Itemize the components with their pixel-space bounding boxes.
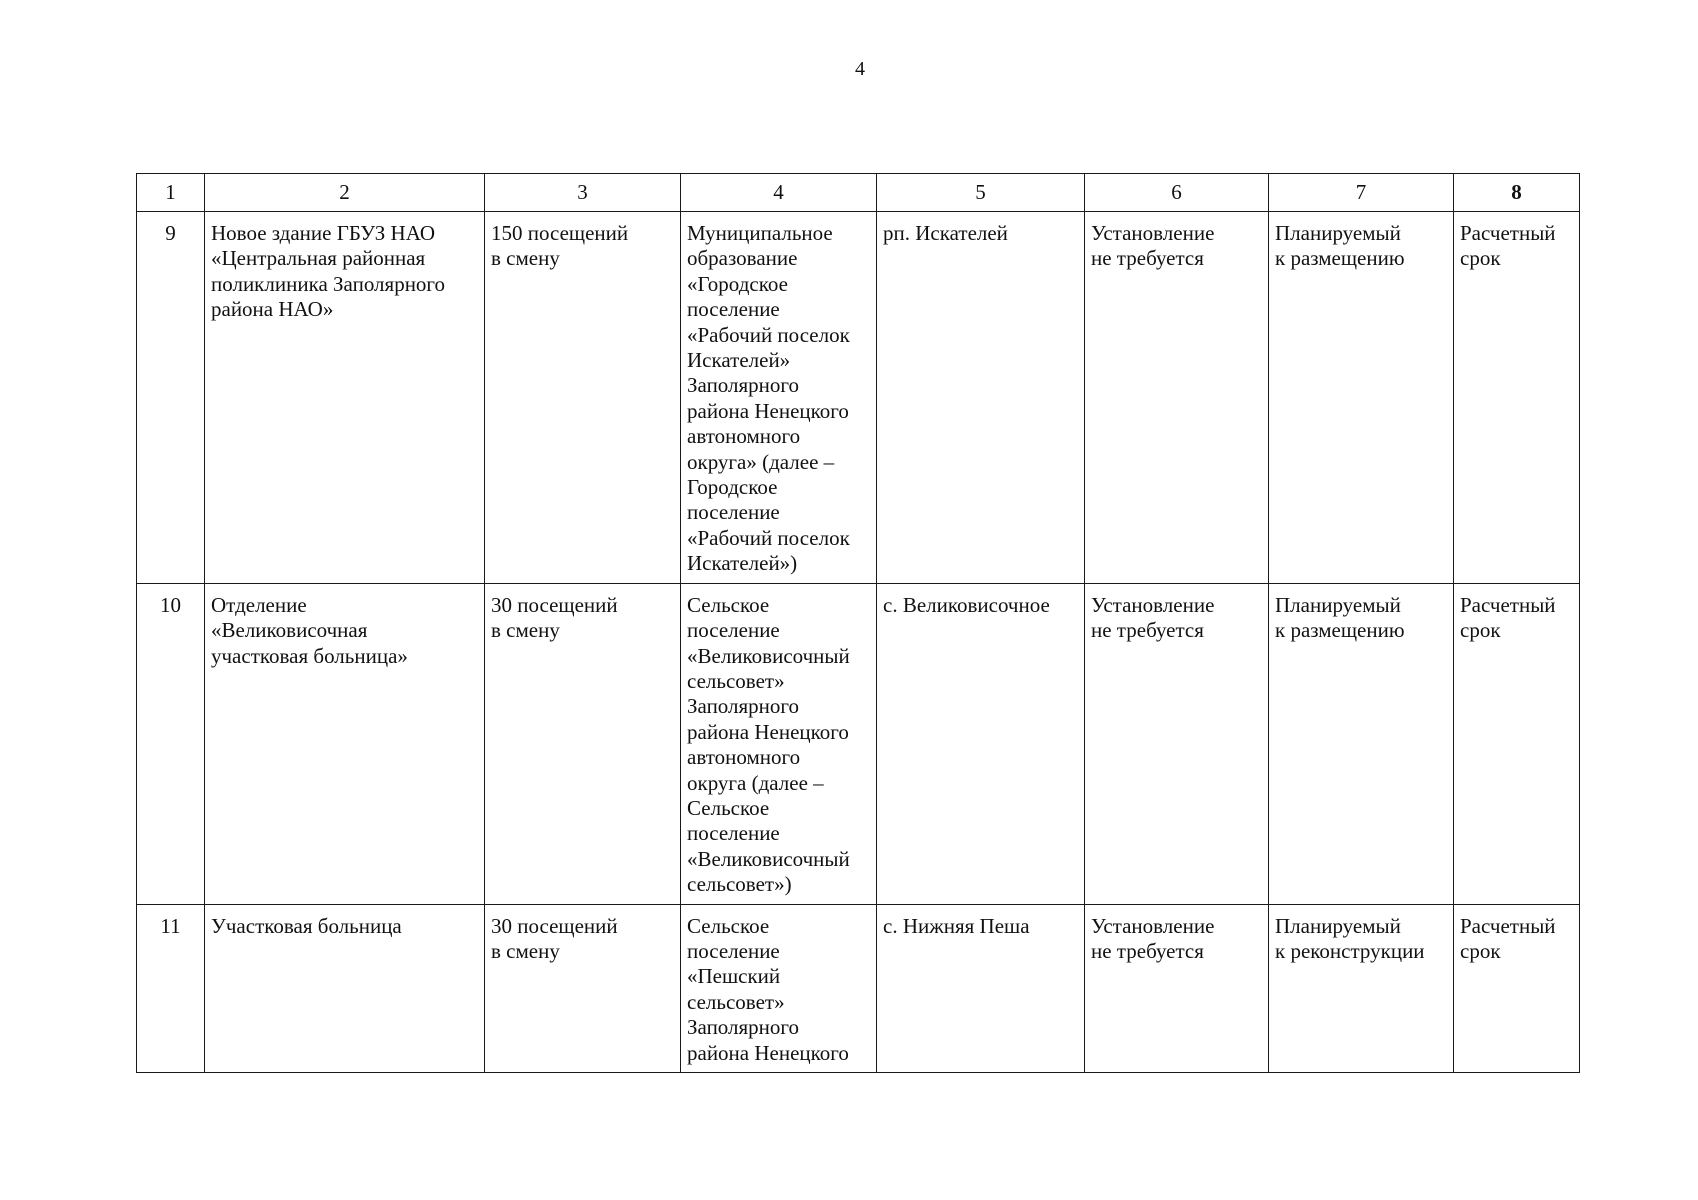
facilities-table (136, 173, 1580, 1073)
header-cell-3: 3 (485, 174, 681, 212)
table-header-row (137, 174, 1580, 212)
planning-status: Планируемый к реконструкции (1269, 904, 1454, 1072)
facility-name: Участковая больница (205, 904, 485, 1072)
header-cell-7: 7 (1269, 174, 1454, 212)
municipality: Сельское поселение «Пешский сельсовет» Заполярного района Ненецкого (681, 904, 877, 1072)
header-cell-8: 8 (1454, 174, 1580, 212)
page-number: 4 (855, 58, 865, 80)
zone-requirement: Установление не требуется (1085, 212, 1269, 584)
facility-name: Отделение «Великовисочная участковая больница» (205, 583, 485, 904)
zone-requirement: Установление не требуется (1085, 904, 1269, 1072)
location: с. Великовисочное (877, 583, 1085, 904)
header-cell-2: 2 (205, 174, 485, 212)
facility-capacity: 150 посещений в смену (485, 212, 681, 584)
location: рп. Искателей (877, 212, 1085, 584)
facility-capacity: 30 посещений в смену (485, 904, 681, 1072)
table-row (137, 583, 1580, 904)
municipality: Сельское поселение «Великовисочный сельсовет» Заполярного района Ненецкого автономного округа (далее – Сельское поселение «Великовисочный сельсовет») (681, 583, 877, 904)
implementation-term: Расчетный срок (1454, 212, 1580, 584)
header-cell-1: 1 (137, 174, 205, 212)
implementation-term: Расчетный срок (1454, 583, 1580, 904)
municipality: Муниципальное образование «Городское поселение «Рабочий поселок Искателей» Заполярного района Ненецкого автономного округа» (далее – Городское поселение «Рабочий поселок Искателей») (681, 212, 877, 584)
implementation-term: Расчетный срок (1454, 904, 1580, 1072)
planning-status: Планируемый к размещению (1269, 583, 1454, 904)
facility-capacity: 30 посещений в смену (485, 583, 681, 904)
planning-status: Планируемый к размещению (1269, 212, 1454, 584)
row-number: 9 (137, 212, 205, 584)
zone-requirement: Установление не требуется (1085, 583, 1269, 904)
row-number: 10 (137, 583, 205, 904)
header-cell-5: 5 (877, 174, 1085, 212)
header-cell-4: 4 (681, 174, 877, 212)
location: с. Нижняя Пеша (877, 904, 1085, 1072)
header-cell-6: 6 (1085, 174, 1269, 212)
row-number: 11 (137, 904, 205, 1072)
table-row (137, 904, 1580, 1072)
table-row (137, 212, 1580, 584)
facility-name: Новое здание ГБУЗ НАО «Центральная районная поликлиника Заполярного района НАО» (205, 212, 485, 584)
